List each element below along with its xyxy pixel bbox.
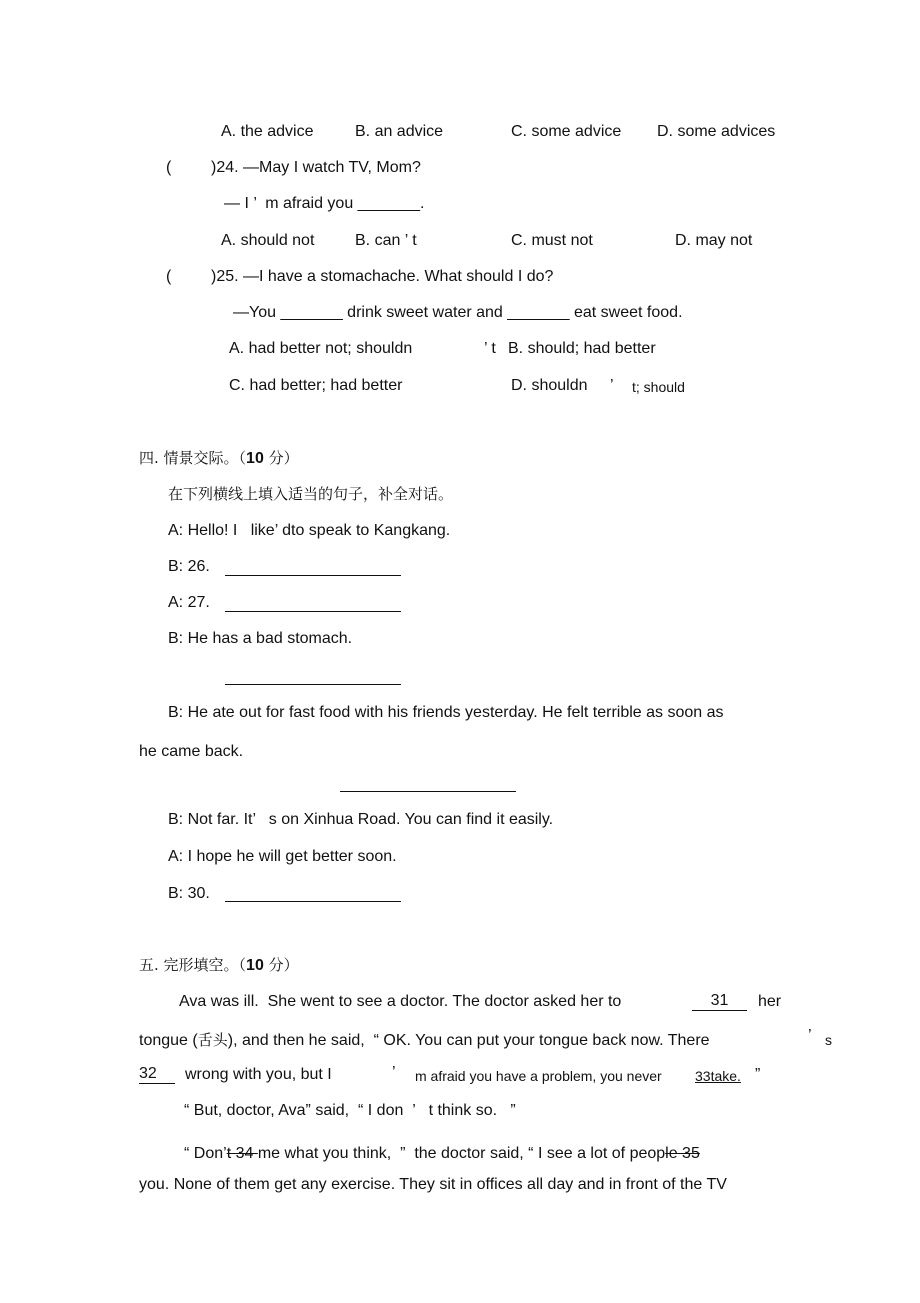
passage-line-5: “ Don’t 34 me what you think, ” the doctor said, “ I see a lot of people 35 (184, 1145, 700, 1162)
q25-option-a-tail: ’ t (484, 340, 496, 357)
answer-line-29[interactable] (340, 791, 516, 792)
q25-stem: )25. —I have a stomachache. What should I do? (211, 268, 554, 285)
dialog-line-2: B: 26. (168, 558, 210, 575)
q25-option-a: A. had better not; shouldn (229, 340, 413, 357)
answer-line-30[interactable] (225, 901, 401, 902)
passage-line-4: “ But, doctor, Ava” said, “ I don ’ t think so. ” (184, 1102, 516, 1119)
dialog-line-5a: B: He ate out for fast food with his friends yesterday. He felt terrible as soon as (168, 704, 724, 721)
passage-line-6: you. None of them get any exercise. They sit in offices all day and in front of the TV (139, 1176, 727, 1193)
q24-stem: )24. —May I watch TV, Mom? (211, 159, 421, 176)
option-b: B. an advice (355, 123, 444, 140)
q24-option-c: C. must not (511, 232, 593, 249)
dialog-line-7: A: I hope he will get better soon. (168, 848, 397, 865)
option-c: C. some advice (511, 123, 622, 140)
dialog-line-1: A: Hello! I like’ dto speak to Kangkang. (168, 522, 451, 539)
q24-option-a: A. should not (221, 232, 315, 249)
answer-line-27[interactable] (225, 611, 401, 612)
passage-line-3-end: ” (755, 1066, 761, 1083)
section4-title: 四. 情景交际。（10 分） (139, 449, 299, 467)
option-a: A. the advice (221, 123, 314, 140)
dialog-line-4: B: He has a bad stomach. (168, 630, 353, 647)
section4-instruction: 在下列横线上填入适当的句子，补全对话。 (168, 485, 454, 503)
dialog-line-5b: he came back. (139, 743, 244, 760)
answer-line-26[interactable] (225, 575, 401, 576)
dialog-line-3: A: 27. (168, 594, 210, 611)
section5-title: 五. 完形填空。（10 分） (139, 956, 299, 974)
passage-line-3-apos: ’ (392, 1064, 396, 1081)
dialog-line-6: B: Not far. It’ s on Xinhua Road. You can find it easily. (168, 811, 554, 828)
q25-option-d-end: t; should (632, 379, 685, 395)
passage-line-2-apos: ’ (808, 1027, 812, 1044)
passage-line-1: Ava was ill. She went to see a doctor. The doctor asked her to (179, 993, 622, 1010)
passage-line-1-end: her (758, 993, 782, 1010)
q24-reply: — I ’ m afraid you _______. (224, 195, 425, 212)
option-d: D. some advices (657, 123, 776, 140)
q24-option-d: D. may not (675, 232, 753, 249)
passage-line-3-small: m afraid you have a problem, you never (415, 1068, 662, 1084)
q25-option-d-apos: ’ (610, 377, 614, 394)
q25-option-c: C. had better; had better (229, 377, 403, 394)
q25-option-b: B. should; had better (508, 340, 656, 357)
dialog-line-8: B: 30. (168, 885, 210, 902)
q24-bracket: ( (166, 159, 172, 176)
blank-33[interactable]: 33take. (695, 1068, 741, 1084)
q25-option-d: D. shouldn (511, 377, 588, 394)
passage-line-3: wrong with you, but I (185, 1066, 332, 1083)
q25-reply: —You _______ drink sweet water and _______ eat sweet food. (233, 304, 683, 321)
blank-32[interactable]: 32 (139, 1065, 175, 1084)
blank-31[interactable]: 31 (692, 992, 747, 1011)
answer-line-28[interactable] (225, 684, 401, 685)
q24-option-b: B. can ’ t (355, 232, 417, 249)
q25-bracket: ( (166, 268, 172, 285)
passage-line-2: tongue (舌头), and then he said, “ OK. You can put your tongue back now. There (139, 1031, 710, 1049)
passage-line-2-s: s (825, 1032, 832, 1048)
